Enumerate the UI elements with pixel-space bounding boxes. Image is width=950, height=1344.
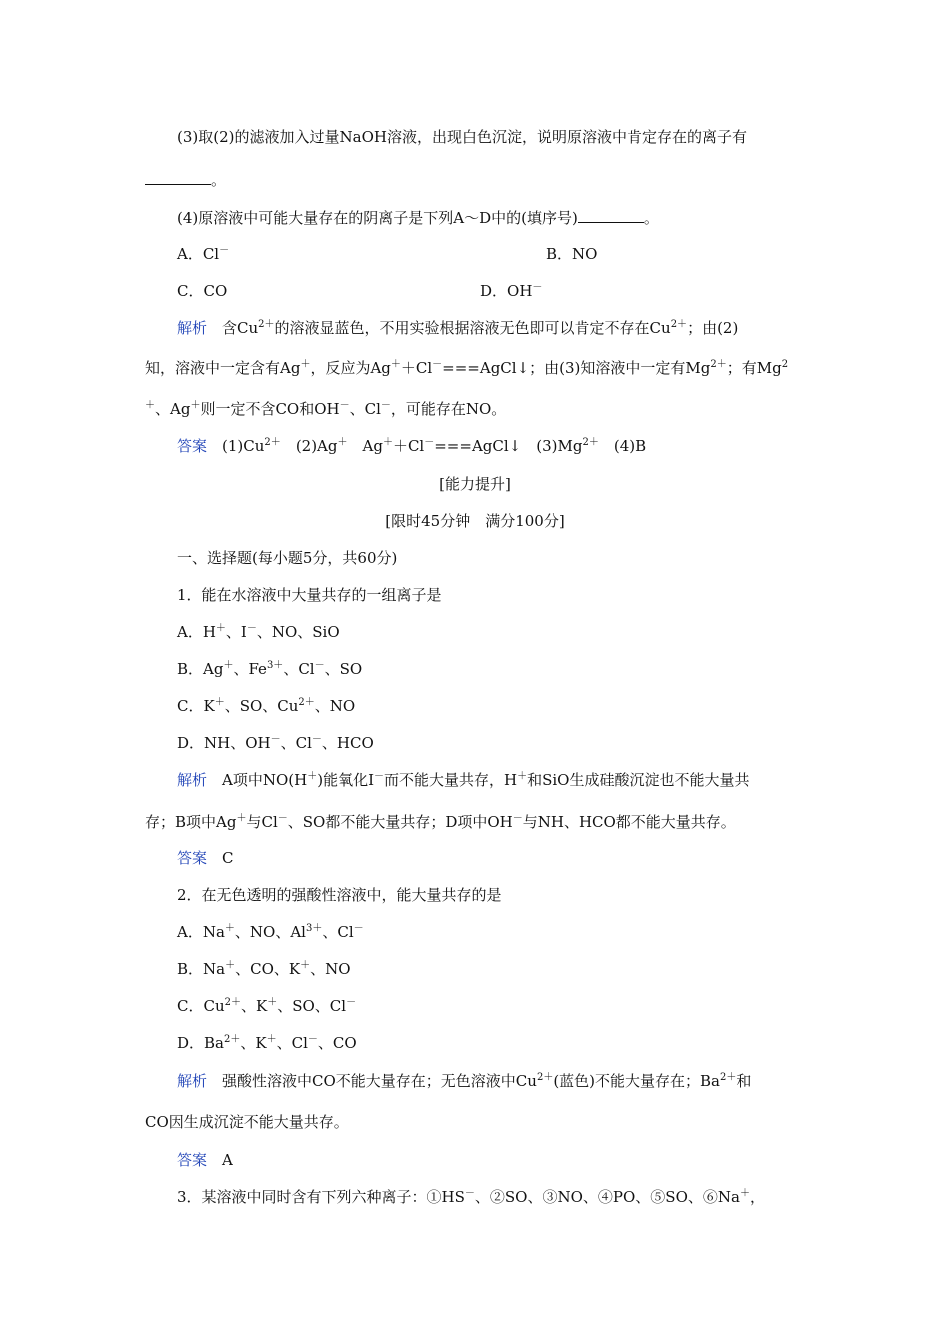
fill-blank[interactable] — [145, 172, 211, 185]
q1-stem: 1．能在水溶液中大量共存的一组离子是 — [177, 586, 442, 604]
q1-analysis-line-1: 解析 A项中NO(H＋)能氧化I－而不能大量共存，H＋和SiO生成硅酸沉淀也不能大量共 — [177, 771, 750, 789]
q1-option-a: A．H＋、I－、NO、SiO — [177, 623, 340, 641]
q2-analysis-line-2: CO因生成沉淀不能大量共存。 — [145, 1113, 349, 1131]
analysis-line-1: 解析 含$Cu^{2+}$的溶液显蓝色，不用实验根据溶液无色即可以肯定不存在$Cu^{2+}$；由(2) — [177, 319, 739, 337]
q2-option-b: B．Na＋、CO、K＋、NO — [177, 960, 351, 978]
analysis-line-2: 知，溶液中一定含有Ag＋，反应为Ag＋＋Cl－===AgCl↓；由(3)知溶液中一定有$Mg^{2+}$；有Mg$^2$ — [145, 359, 789, 377]
q4-option-a: A．Cl－ — [177, 245, 230, 263]
answer-label: 答案 — [177, 1151, 208, 1169]
q3-part-text: (3)取(2)的滤液加入过量NaOH溶液，出现白色沉淀，说明原溶液中肯定存在的离子有 — [177, 128, 747, 146]
q1-answer: 答案 C — [177, 849, 234, 867]
q4-option-d: D．OH－ — [480, 282, 543, 300]
q1-option-b: B．Ag＋、$Fe^{3+}$、Cl－、SO — [177, 660, 363, 678]
section-title: [能力提升] — [439, 475, 511, 493]
q3-stem: 3．某溶液中同时含有下列六种离子：①HS－、②SO、③NO、④PO、⑤SO、⑥Na＋， — [177, 1188, 765, 1206]
part-heading: 一、选择题(每小题5分，共60分) — [177, 549, 398, 567]
q2-option-c: C．$Cu^{2+}$、K＋、SO、Cl－ — [177, 997, 357, 1015]
time-limit: [限时45分钟 满分100分] — [385, 512, 565, 530]
q4-part-text: (4)原溶液中可能大量存在的阴离子是下列A～D中的(填序号) 。 — [177, 209, 659, 227]
q1-option-d: D．NH、OH－、Cl－、HCO — [177, 734, 374, 752]
analysis-line-3: ＋、Ag＋则一定不含CO和OH－、Cl－，可能存在NO。 — [145, 400, 507, 418]
q4-option-c: C．CO — [177, 282, 228, 300]
q2-stem: 2．在无色透明的强酸性溶液中，能大量共存的是 — [177, 886, 502, 904]
fill-blank[interactable] — [578, 210, 644, 223]
q2-analysis-line-1: 解析 强酸性溶液中CO不能大量存在；无色溶液中$Cu^{2+}$(蓝色)不能大量存在；$Ba^{2+}$和 — [177, 1072, 752, 1090]
answer-line: 答案 $(1)Cu^{2+}$ (2)Ag＋ Ag＋＋Cl－===AgCl↓ $(3)Mg^{2+}$ (4)B — [177, 437, 647, 455]
analysis-label: 解析 — [177, 771, 208, 789]
q2-option-a: A．Na＋、NO、$Al^{3+}$、Cl－ — [177, 923, 364, 941]
q2-option-d: D．$Ba^{2+}$、K＋、Cl－、CO — [177, 1034, 357, 1052]
answer-label: 答案 — [177, 437, 208, 455]
analysis-label: 解析 — [177, 1072, 208, 1090]
q1-option-c: C．K＋、SO、$Cu^{2+}$、NO — [177, 697, 356, 715]
q4-option-b: B．NO — [546, 245, 598, 263]
q1-analysis-line-2: 存；B项中Ag＋与Cl－、SO都不能大量共存；D项中OH－与NH、HCO都不能大量共存。 — [145, 813, 736, 831]
analysis-label: 解析 — [177, 319, 208, 337]
q2-answer: 答案 A — [177, 1151, 233, 1169]
q3-part-answer-line: 。 — [145, 170, 226, 190]
answer-label: 答案 — [177, 849, 208, 867]
